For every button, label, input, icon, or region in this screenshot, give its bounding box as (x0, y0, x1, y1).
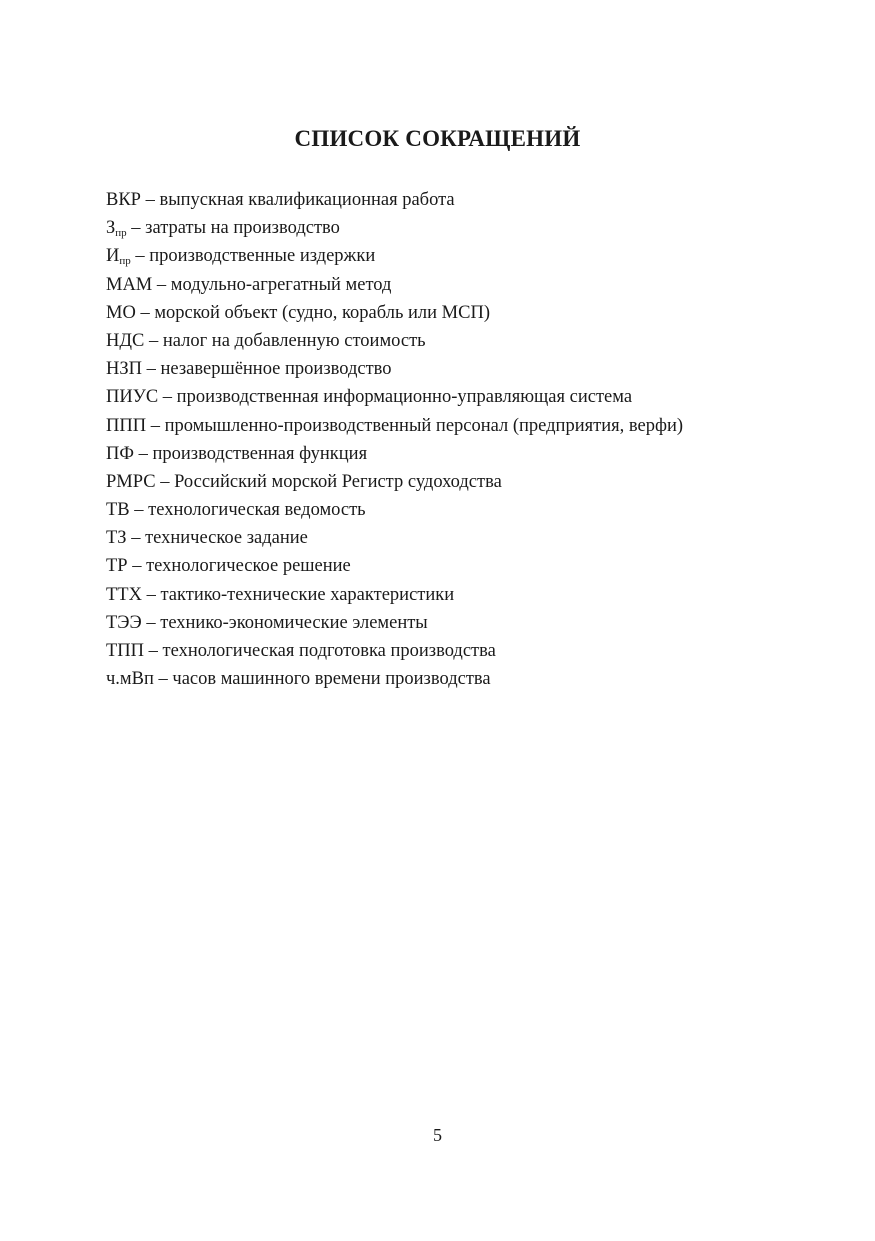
abbreviation-definition: производственные издержки (149, 246, 376, 267)
abbreviation-separator: – (126, 218, 146, 239)
page-number: 5 (433, 1125, 442, 1145)
abbreviation-definition: Российский морской Регистр судоходства (174, 471, 502, 492)
abbreviation-item (106, 609, 683, 637)
abbreviation-definition: технологическая ведомость (148, 500, 366, 521)
abbreviation-definition: морской объект (судно, корабль или МСП) (154, 302, 490, 323)
abbreviation-separator: – (129, 500, 149, 521)
abbreviation-separator: – (152, 274, 171, 295)
abbreviation-separator: – (127, 556, 147, 577)
abbreviation-separator: – (158, 387, 177, 408)
abbreviation-item (106, 468, 683, 496)
abbreviation-term (106, 444, 134, 464)
abbreviation-term-subscript: пр (119, 255, 131, 268)
abbreviation-term-text: ТЭЭ (106, 612, 142, 633)
abbreviation-item (106, 242, 683, 270)
abbreviation-separator: – (146, 415, 165, 436)
abbreviation-item (106, 665, 683, 693)
abbreviation-term (106, 331, 144, 351)
abbreviation-term (106, 472, 156, 492)
abbreviation-definition: тактико-технические характеристики (160, 584, 455, 605)
abbreviation-separator: – (155, 471, 175, 492)
abbreviation-term (106, 613, 142, 633)
abbreviation-term-text: ТПП (106, 641, 145, 661)
abbreviation-term-subscript: пр (115, 227, 127, 240)
abbreviation-separator: – (141, 612, 161, 633)
abbreviation-term (106, 556, 128, 576)
abbreviation-term-text: РМРС (106, 471, 156, 492)
abbreviation-term (106, 528, 127, 548)
abbreviation-term (106, 500, 130, 520)
abbreviation-separator: – (140, 190, 160, 210)
abbreviation-term (106, 387, 158, 407)
abbreviation-term-text: З (106, 218, 116, 239)
abbreviation-term-text: ТР (106, 556, 128, 577)
abbreviation-item (106, 327, 683, 355)
abbreviation-definition: производственная функция (152, 443, 368, 464)
abbreviation-term-text: ПИУС (106, 387, 159, 408)
abbreviation-term-text: ПФ (106, 443, 134, 464)
abbreviation-term (106, 585, 142, 605)
abbreviation-definition: незавершённое производство (160, 359, 392, 380)
abbreviation-item (106, 299, 683, 327)
abbreviation-item (106, 581, 683, 609)
abbreviation-item (106, 271, 683, 299)
abbreviation-separator: – (130, 246, 150, 267)
abbreviation-term-text: ППП (106, 415, 147, 436)
abbreviation-definition: налог на добавленную стоимость (162, 330, 426, 351)
abbreviation-term (106, 303, 136, 323)
abbreviation-definition: технологическая подготовка производства (162, 641, 496, 661)
abbreviation-definition: затраты на производство (145, 218, 340, 239)
abbreviation-term-text: ТТХ (106, 584, 142, 605)
abbreviation-separator: – (133, 443, 153, 464)
abbreviation-item (106, 637, 683, 665)
abbreviation-term-text: И (106, 246, 120, 267)
abbreviation-definition: модульно-агрегатный метод (170, 274, 392, 295)
abbreviation-definition: технико-экономические элементы (160, 612, 428, 633)
abbreviation-definition: производственная информационно-управляющая система (176, 387, 633, 408)
abbreviation-term (106, 416, 146, 436)
abbreviation-term (106, 246, 131, 266)
abbreviation-term-text: МАМ (106, 274, 153, 295)
abbreviation-item (106, 383, 683, 411)
abbreviation-term (106, 359, 142, 379)
abbreviation-term (106, 218, 127, 238)
abbreviation-definition: технологическое решение (146, 556, 351, 577)
abbreviation-term (106, 275, 152, 295)
abbreviation-separator: – (144, 330, 163, 351)
abbreviation-item (106, 552, 683, 580)
abbreviation-list (106, 186, 683, 693)
abbreviation-item (106, 186, 683, 214)
abbreviation-term (106, 190, 141, 210)
abbreviation-term-text: ВКР (106, 190, 141, 210)
abbreviation-separator: – (142, 359, 161, 380)
abbreviation-item (106, 496, 683, 524)
abbreviation-item (106, 440, 683, 468)
abbreviation-term (106, 669, 154, 689)
abbreviation-definition: выпускная квалификационная работа (159, 190, 455, 210)
abbreviation-separator: – (135, 302, 155, 323)
abbreviation-separator: – (144, 641, 163, 661)
abbreviation-item (106, 214, 683, 242)
abbreviation-definition: техническое задание (145, 528, 308, 549)
abbreviation-term (106, 641, 144, 661)
abbreviation-item (106, 355, 683, 383)
abbreviation-item (106, 412, 683, 440)
abbreviation-separator: – (153, 669, 173, 690)
abbreviation-term-text: ТВ (106, 500, 130, 521)
abbreviation-separator: – (141, 584, 161, 605)
abbreviation-term-text: НДС (106, 330, 145, 351)
abbreviation-item (106, 524, 683, 552)
abbreviation-definition: часов машинного времени производства (172, 669, 491, 690)
abbreviation-separator: – (126, 528, 146, 549)
page-title: СПИСОК СОКРАЩЕНИЙ (294, 126, 581, 151)
abbreviation-term-text: НЗП (106, 359, 142, 380)
abbreviation-term-text: МО (106, 302, 136, 323)
abbreviation-term-text: ТЗ (106, 528, 127, 549)
abbreviation-term-text: ч.мВп (106, 669, 154, 690)
abbreviation-definition: промышленно-производственный персонал (предприятия, верфи) (164, 415, 684, 436)
